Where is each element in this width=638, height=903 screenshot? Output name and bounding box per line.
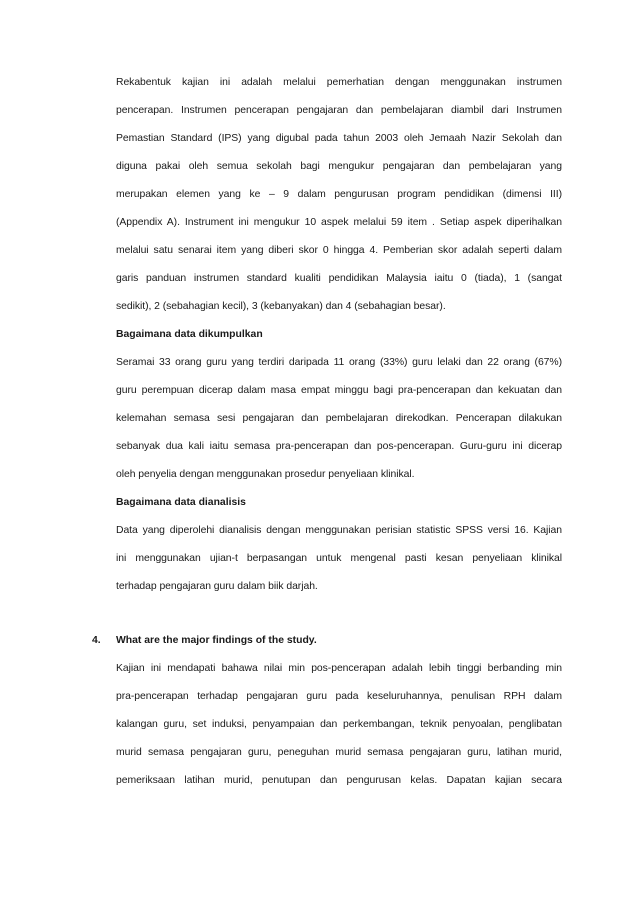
paragraph-line: murid semasa pengajaran guru, peneguhan murid semasa pengajaran guru, latihan murid, <box>116 747 562 758</box>
paragraph-line: pra-pencerapan terhadap pengajaran guru pada keseluruhannya, penulisan RPH dalam <box>116 691 562 702</box>
paragraph-line: melalui satu senarai item yang diberi skor 0 hingga 4. Pemberian skor adalah seperti dalam <box>116 245 562 256</box>
paragraph-line: Rekabentuk kajian ini adalah melalui pemerhatian dengan menggunakan instrumen <box>116 77 562 88</box>
paragraph-line: Data yang diperolehi dianalisis dengan menggunakan perisian statistic SPSS versi 16. Kajian <box>116 525 562 536</box>
analysis-heading: Bagaimana data dianalisis <box>116 497 246 508</box>
paragraph-line: oleh penyelia dengan menggunakan prosedur penyeliaan klinikal. <box>116 469 415 480</box>
paragraph-line: (Appendix A). Instrument ini mengukur 10 aspek melalui 59 item . Setiap aspek diperihalkan <box>116 217 562 228</box>
paragraph-line: kalangan guru, set induksi, penyampaian dan perkembangan, teknik penyoalan, penglibatan <box>116 719 562 730</box>
paragraph-line: sebanyak dua kali iaitu semasa pra-pencerapan dan pos-pencerapan. Guru-guru ini dicerap <box>116 441 562 452</box>
findings-heading: What are the major findings of the study. <box>116 635 317 646</box>
paragraph-line: diguna pakai oleh semua sekolah bagi mengukur pengajaran dan pembelajaran yang <box>116 161 562 172</box>
paragraph-line: garis panduan instrumen standard kualiti pendidikan Malaysia iaitu 0 (tiada), 1 (sangat <box>116 273 562 284</box>
paragraph-line: ini menggunakan ujian-t berpasangan untuk mengenal pasti kesan penyeliaan klinikal <box>116 553 562 564</box>
paragraph-line: merupakan elemen yang ke – 9 dalam pengurusan program pendidikan (dimensi III) <box>116 189 562 200</box>
paragraph-line: pemeriksaan latihan murid, penutupan dan pengurusan kelas. Dapatan kajian secara <box>116 775 562 786</box>
paragraph-line: pencerapan. Instrumen pencerapan pengajaran dan pembelajaran diambil dari Instrumen <box>116 105 562 116</box>
paragraph-line: Pemastian Standard (IPS) yang digubal pada tahun 2003 oleh Jemaah Nazir Sekolah dan <box>116 133 562 144</box>
paragraph-line: sedikit), 2 (sebahagian kecil), 3 (kebanyakan) dan 4 (sebahagian besar). <box>116 301 446 312</box>
collect-heading: Bagaimana data dikumpulkan <box>116 329 263 340</box>
paragraph-line: terhadap pengajaran guru dalam biik darjah. <box>116 581 318 592</box>
paragraph-line: Kajian ini mendapati bahawa nilai min pos-pencerapan adalah lebih tinggi berbanding min <box>116 663 562 674</box>
section-number: 4. <box>92 635 101 646</box>
paragraph-line: Seramai 33 orang guru yang terdiri daripada 11 orang (33%) guru lelaki dan 22 orang (67%) <box>116 357 562 368</box>
paragraph-line: kelemahan semasa sesi pengajaran dan pembelajaran direkodkan. Pencerapan dilakukan <box>116 413 562 424</box>
paragraph-line: guru perempuan dicerap dalam masa empat minggu bagi pra-pencerapan dan kekuatan dan <box>116 385 562 396</box>
